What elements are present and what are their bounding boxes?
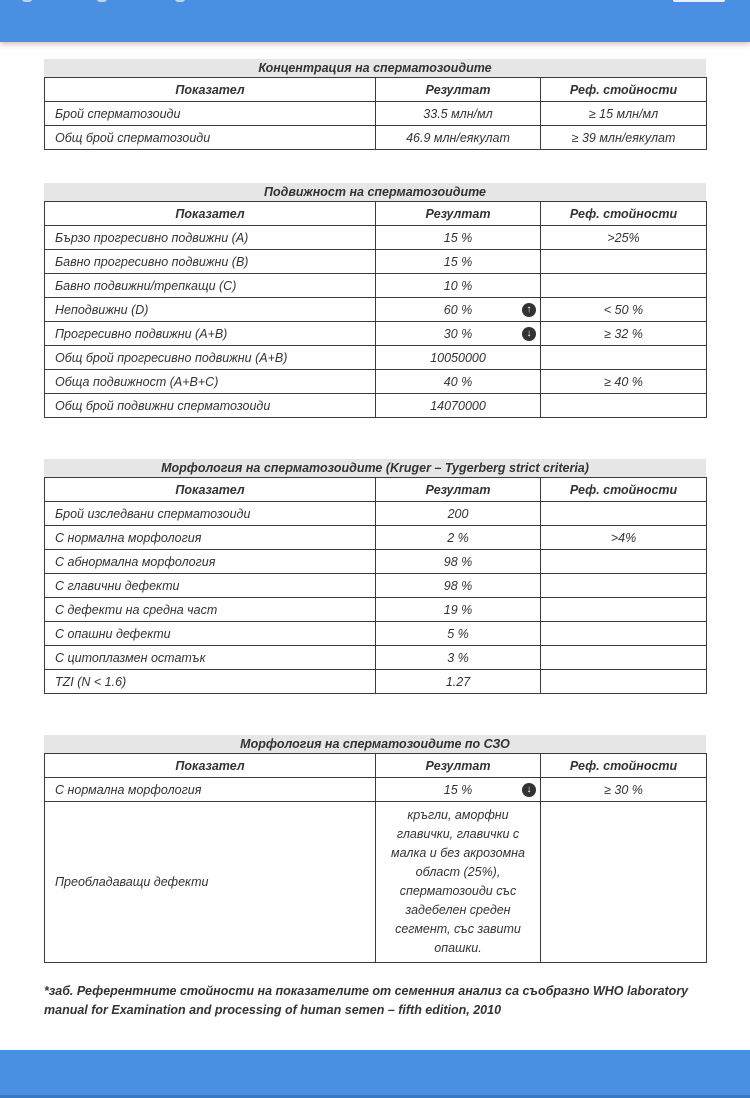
table-row [45,550,707,574]
result-value: 30 % [443,326,473,341]
table-row [45,250,707,274]
results-table [44,753,707,963]
result-cell: 98 % [376,550,541,574]
section-motility [44,183,706,418]
col-reference-header: Реф. стойности [541,202,707,226]
col-indicator-header: Показател [45,78,376,102]
reference-cell [541,646,707,670]
indicator-cell: Обща подвижност (A+B+C) [45,370,376,394]
result-cell [376,322,541,346]
indicator-cell: С главични дефекти [45,574,376,598]
col-result-header: Резултат [376,202,541,226]
result-cell: 3 % [376,646,541,670]
result-cell: кръгли, аморфни главички, главички с малка и без акрозомна област (25%), сперматозоиди със задебелен среден сегмент, със завити опашки. [376,802,541,963]
col-indicator-header: Показател [45,478,376,502]
indicator-cell: С нормална морфология [45,526,376,550]
indicator-cell: С цитоплазмен остатък [45,646,376,670]
bottom-app-bar [0,1050,750,1098]
table-header-row [45,78,707,102]
indicator-cell: Бавно прогресивно подвижни (B) [45,250,376,274]
indicator-cell: Бързо прогресивно подвижни (A) [45,226,376,250]
col-result-header: Резултат [376,754,541,778]
result-cell: 15 % [376,250,541,274]
arrow-down-icon: ↓ [522,327,536,341]
result-cell: 1.27 [376,670,541,694]
result-cell: 10 % [376,274,541,298]
reference-cell [541,670,707,694]
table-row [45,622,707,646]
toolbar-icon[interactable] [175,0,185,2]
section-morphology-kruger [44,459,706,694]
table-row [45,526,707,550]
arrow-up-icon: ↑ [522,303,536,317]
indicator-cell: С дефекти на средна част [45,598,376,622]
result-value: 15 % [443,782,473,797]
table-row [45,274,707,298]
indicator-cell: Общ брой прогресивно подвижни (A+B) [45,346,376,370]
reference-cell: >4% [541,526,707,550]
col-indicator-header: Показател [45,754,376,778]
col-result-header: Резултат [376,78,541,102]
section-title: Морфология на сперматозоидите по СЗО [44,735,706,753]
col-result-header: Резултат [376,478,541,502]
reference-cell: >25% [541,226,707,250]
section-title: Концентрация на сперматозоидите [44,59,706,77]
result-cell: 40 % [376,370,541,394]
results-table [44,201,707,418]
reference-cell [541,250,707,274]
results-table [44,477,707,694]
indicator-cell: Неподвижни (D) [45,298,376,322]
result-cell: 200 [376,502,541,526]
toolbar-button[interactable] [673,0,725,2]
table-row [45,126,707,150]
indicator-cell: С опашни дефекти [45,622,376,646]
result-cell: 19 % [376,598,541,622]
table-row [45,574,707,598]
col-reference-header: Реф. стойности [541,478,707,502]
indicator-cell: Брой сперматозоиди [45,102,376,126]
table-row [45,102,707,126]
result-cell: 5 % [376,622,541,646]
result-cell: 10050000 [376,346,541,370]
section-morphology-who [44,735,706,963]
reference-cell [541,550,707,574]
indicator-cell: С нормална морфология [45,778,376,802]
result-cell: 2 % [376,526,541,550]
indicator-cell: Общ брой подвижни сперматозоиди [45,394,376,418]
section-title: Морфология на сперматозоидите (Kruger – Tygerberg strict criteria) [44,459,706,477]
toolbar-icon[interactable] [22,0,32,2]
reference-cell [541,346,707,370]
table-row [45,226,707,250]
results-table [44,77,707,150]
table-header-row [45,202,707,226]
table-row [45,670,707,694]
result-cell: 14070000 [376,394,541,418]
result-cell [376,298,541,322]
table-row [45,298,707,322]
reference-cell: ≥ 30 % [541,778,707,802]
reference-cell: ≥ 15 млн/мл [541,102,707,126]
top-app-bar [0,0,750,42]
table-row [45,502,707,526]
table-row [45,322,707,346]
indicator-cell: Преобладаващи дефекти [45,802,376,963]
indicator-cell: Прогресивно подвижни (A+B) [45,322,376,346]
col-reference-header: Реф. стойности [541,754,707,778]
result-cell: 46.9 млн/еякулат [376,126,541,150]
table-row [45,778,707,802]
section-title: Подвижност на сперматозоидите [44,183,706,201]
reference-cell: ≥ 40 % [541,370,707,394]
table-header-row [45,478,707,502]
toolbar-icon[interactable] [97,0,107,2]
result-cell: 15 % [376,226,541,250]
reference-cell: < 50 % [541,298,707,322]
reference-cell [541,394,707,418]
table-header-row [45,754,707,778]
reference-cell [541,274,707,298]
reference-cell [541,622,707,646]
col-indicator-header: Показател [45,202,376,226]
arrow-down-icon: ↓ [522,783,536,797]
table-row [45,346,707,370]
reference-cell [541,502,707,526]
result-cell: 33.5 млн/мл [376,102,541,126]
result-value: 60 % [443,302,473,317]
table-row [45,598,707,622]
table-row [45,394,707,418]
table-row [45,646,707,670]
indicator-cell: Брой изследвани сперматозоиди [45,502,376,526]
indicator-cell: Общ брой сперматозоиди [45,126,376,150]
indicator-cell: Бавно подвижни/трепкащи (C) [45,274,376,298]
table-row [45,802,707,963]
result-cell: 98 % [376,574,541,598]
indicator-cell: TZI (N < 1.6) [45,670,376,694]
result-cell [376,778,541,802]
reference-cell [541,574,707,598]
section-concentration [44,59,706,150]
footnote: *заб. Референтните стойности на показателите от семенния анализ са съобразно WHO laboratory manual for Examination and processing of human semen – fifth edition, 2010 [44,984,689,1017]
reference-cell: ≥ 39 млн/еякулат [541,126,707,150]
indicator-cell: С абнормална морфология [45,550,376,574]
reference-cell [541,802,707,963]
table-row [45,370,707,394]
col-reference-header: Реф. стойности [541,78,707,102]
reference-cell: ≥ 32 % [541,322,707,346]
reference-cell [541,598,707,622]
